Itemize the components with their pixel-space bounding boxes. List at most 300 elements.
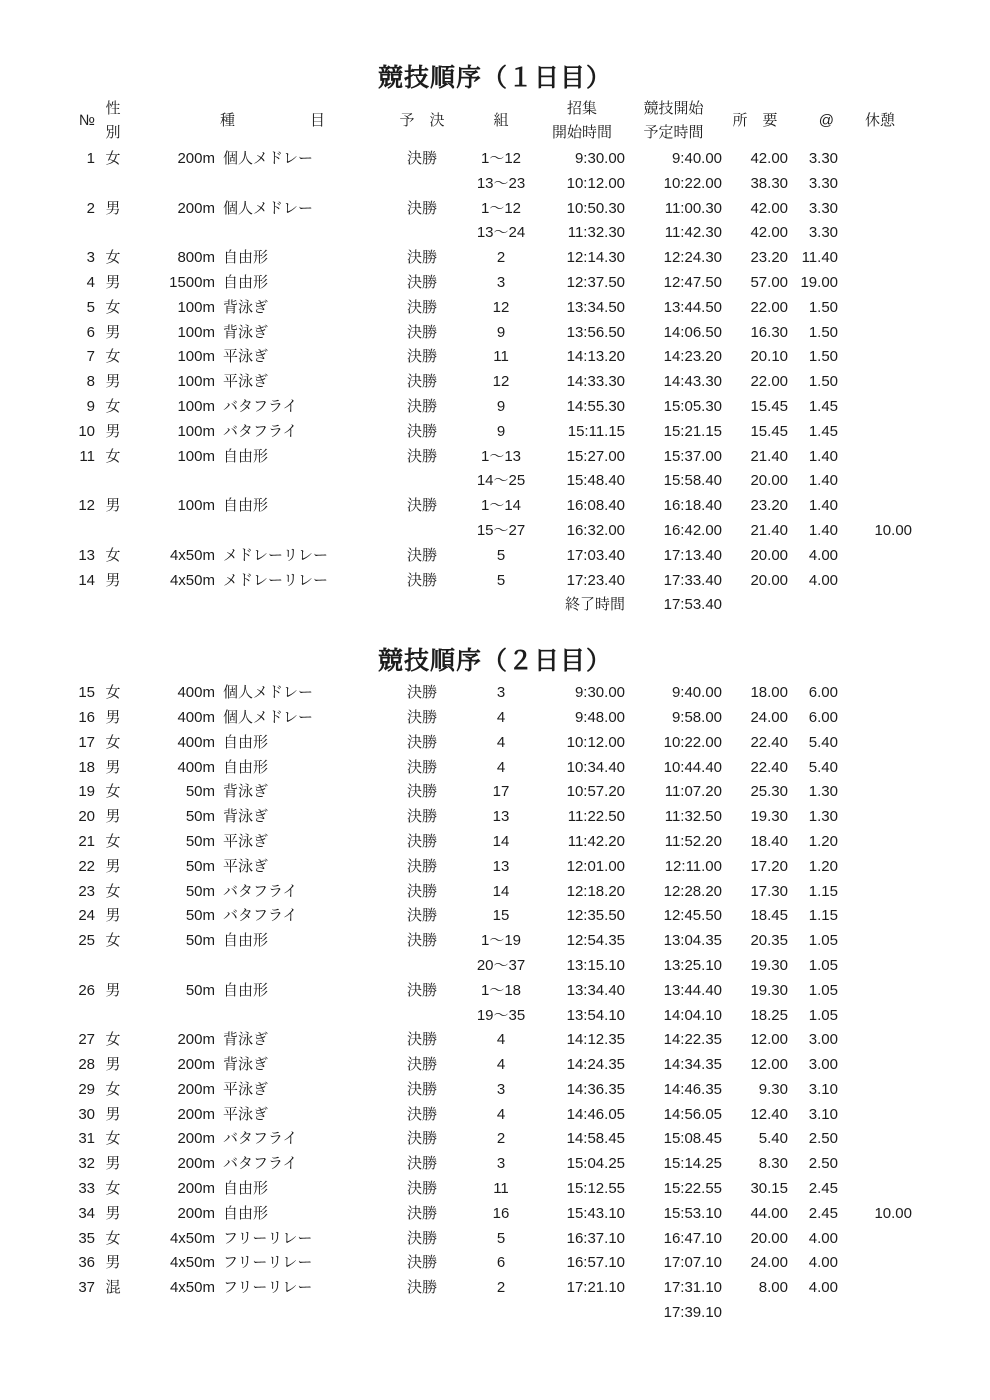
call-start-time: 14:33.30	[566, 373, 626, 391]
call-start-time: 9:30.00	[574, 684, 625, 702]
per-heat-time	[788, 593, 848, 618]
event-stroke	[216, 172, 381, 197]
event-row	[60, 855, 912, 880]
call-start-time: 14:58.45	[566, 1130, 625, 1148]
event-row	[60, 445, 912, 470]
scheduled-start-time: 9:58.00	[671, 708, 722, 726]
per-heat-time	[788, 1301, 848, 1326]
call-start-time: 12:54.35	[566, 932, 625, 950]
page-title-day1: 競技順序（１日目）	[377, 64, 612, 92]
per-heat-time: 3.30	[808, 224, 839, 242]
heat-numbers: 9	[496, 397, 506, 415]
event-stroke: バタフライ	[223, 882, 298, 900]
scheduled-start-time: 11:07.20	[664, 783, 722, 801]
round	[381, 519, 463, 544]
scheduled-start-time: 13:44.50	[663, 298, 723, 316]
event-stroke: 背泳ぎ	[223, 1031, 269, 1049]
event-distance: 4x50m	[169, 571, 215, 589]
scheduled-start-time: 12:47.50	[663, 273, 723, 291]
event-stroke: バタフライ	[223, 422, 298, 440]
rest-time	[848, 855, 912, 880]
round	[381, 221, 463, 246]
event-row	[60, 979, 912, 1004]
heat-numbers: 16	[492, 1204, 510, 1222]
round: 決勝	[406, 1031, 437, 1049]
gender: 女	[105, 249, 121, 267]
event-distance: 200m	[177, 1204, 215, 1222]
event-stroke: メドレーリレー	[223, 546, 329, 564]
rest-time	[848, 780, 912, 805]
event-distance: 100m	[177, 323, 215, 341]
required-time: 18.45	[750, 907, 788, 925]
call-start-time: 16:37.10	[566, 1229, 625, 1247]
rest-time	[848, 246, 912, 271]
round	[381, 1004, 463, 1029]
call-start-time: 13:54.10	[566, 1006, 625, 1024]
scheduled-start-time: 13:25.10	[663, 956, 722, 974]
event-stroke: 個人メドレー	[223, 150, 314, 167]
call-start-time: 17:23.40	[566, 571, 626, 589]
event-number: 9	[86, 397, 95, 415]
heat-numbers: 5	[496, 571, 506, 589]
round: 決勝	[406, 783, 437, 801]
round: 決勝	[406, 684, 437, 702]
heat-numbers: 15～27	[476, 521, 526, 539]
per-heat-time: 2.50	[808, 1130, 838, 1148]
scheduled-start-time: 13:44.40	[663, 981, 722, 999]
event-distance: 100m	[177, 497, 215, 515]
call-start-time: 11:32.30	[567, 224, 626, 242]
event-stroke: 個人メドレー	[223, 199, 314, 217]
call-start-time: 12:35.50	[566, 907, 625, 925]
per-heat-time: 4.00	[808, 571, 839, 589]
rest-time	[848, 345, 912, 370]
event-stroke: 平泳ぎ	[223, 1105, 269, 1123]
event-distance: 50m	[185, 857, 215, 875]
call-start-time: 10:57.20	[566, 783, 625, 801]
event-number: 33	[78, 1180, 95, 1198]
per-heat-time: 2.45	[808, 1180, 838, 1198]
event-number: 20	[78, 808, 95, 826]
scheduled-start-time: 15:22.55	[663, 1180, 722, 1198]
event-number	[60, 519, 98, 544]
gender: 女	[105, 1130, 121, 1148]
event-distance: 50m	[185, 932, 215, 950]
event-number	[60, 469, 98, 494]
rest-time	[848, 197, 912, 222]
heat-numbers: 1～12	[481, 150, 522, 167]
rest-time	[848, 1028, 912, 1053]
heat-numbers: 4	[496, 1056, 506, 1074]
call-start-time: 16:32.00	[566, 521, 626, 539]
event-number	[60, 172, 98, 197]
event-distance: 50m	[185, 981, 215, 999]
scheduled-start-time: 15:53.10	[663, 1204, 722, 1222]
event-distance: 200m	[177, 1180, 215, 1198]
call-start-time: 16:57.10	[566, 1254, 625, 1272]
event-number: 29	[78, 1080, 95, 1098]
heat-numbers: 19～35	[476, 1006, 526, 1024]
required-time: 18.00	[750, 684, 788, 702]
event-stroke: 背泳ぎ	[223, 808, 269, 826]
event-distance: 50m	[185, 783, 215, 801]
rest-time	[848, 706, 912, 731]
rest-time	[848, 593, 912, 618]
call-start-time: 10:50.30	[566, 199, 626, 217]
scheduled-start-time: 9:40.00	[671, 684, 722, 702]
scheduled-start-time: 11:52.20	[664, 832, 722, 850]
required-time: 44.00	[750, 1204, 788, 1222]
event-distance: 100m	[177, 397, 215, 415]
rest-time	[848, 1152, 912, 1177]
required-time: 8.00	[758, 1279, 788, 1297]
per-heat-time: 3.00	[808, 1031, 838, 1049]
required-time: 22.00	[750, 298, 789, 316]
event-distance	[128, 469, 216, 494]
heat-numbers: 2	[496, 1279, 506, 1297]
event-distance	[128, 221, 216, 246]
call-start-time: 14:13.20	[566, 348, 626, 366]
per-heat-time: 1.05	[808, 1006, 838, 1024]
round: 決勝	[407, 571, 438, 589]
call-start-time: 10:12.00	[566, 733, 625, 751]
round: 決勝	[407, 497, 438, 515]
event-row	[60, 1251, 912, 1276]
required-time: 23.20	[750, 497, 789, 515]
call-start-time: 15:11.15	[567, 422, 626, 440]
event-stroke: 背泳ぎ	[223, 323, 269, 341]
gender	[98, 1301, 128, 1326]
event-distance: 50m	[185, 832, 215, 850]
round: 決勝	[406, 1130, 437, 1148]
page-title-day2: 競技順序（２日目）	[377, 647, 612, 676]
per-heat-time: 1.15	[808, 882, 838, 900]
rest-time	[848, 469, 912, 494]
event-row	[60, 469, 912, 494]
rest-time	[848, 544, 912, 569]
per-heat-time: 1.40	[808, 447, 839, 465]
rest-time	[848, 681, 912, 706]
event-distance: 400m	[177, 708, 215, 726]
round: 決勝	[406, 932, 437, 950]
per-heat-time: 4.00	[808, 1254, 838, 1272]
rest-time	[848, 731, 912, 756]
rest-time	[848, 321, 912, 346]
per-heat-time: 2.50	[808, 1155, 838, 1173]
heat-numbers: 20～37	[476, 956, 526, 974]
gender: 男	[105, 1155, 121, 1173]
round: 決勝	[406, 1204, 437, 1222]
event-stroke: 自由形	[223, 1180, 269, 1198]
heat-numbers: 13	[492, 857, 510, 875]
event-number	[60, 954, 98, 979]
event-distance: 200m	[177, 1031, 215, 1049]
event-number: 5	[86, 298, 95, 316]
event-stroke: 平泳ぎ	[223, 857, 269, 875]
event-distance	[128, 1004, 216, 1029]
gender: 女	[105, 546, 121, 564]
round: 決勝	[406, 1254, 437, 1272]
gender	[98, 1004, 128, 1029]
event-row	[60, 1227, 912, 1252]
event-row	[60, 172, 912, 197]
required-time: 20.35	[750, 932, 788, 950]
required-time	[722, 593, 788, 618]
gender: 男	[105, 981, 121, 999]
rest-time	[848, 830, 912, 855]
event-distance: 200m	[177, 1056, 215, 1074]
rest-time	[848, 979, 912, 1004]
event-distance: 200m	[177, 1130, 215, 1148]
event-row	[60, 544, 912, 569]
call-start-time: 11:22.50	[567, 808, 625, 826]
gender: 男	[105, 708, 121, 726]
round: 決勝	[406, 758, 437, 776]
heat-numbers: 9	[496, 323, 506, 341]
event-number: 10	[78, 422, 95, 440]
required-time: 18.40	[750, 832, 788, 850]
event-distance: 400m	[177, 758, 215, 776]
event-number: 7	[86, 348, 95, 366]
rest-time	[848, 904, 912, 929]
event-number: 27	[78, 1031, 95, 1049]
round: 決勝	[407, 249, 438, 267]
round: 決勝	[407, 348, 438, 366]
scheduled-start-time: 14:43.30	[663, 373, 723, 391]
required-time: 17.20	[750, 857, 788, 875]
heat-numbers: 11	[493, 1180, 509, 1198]
gender: 女	[105, 447, 121, 465]
round: 決勝	[406, 1279, 437, 1297]
round	[381, 172, 463, 197]
scheduled-start-time: 15:37.00	[663, 447, 723, 465]
scheduled-start-time: 17:33.40	[663, 571, 723, 589]
heat-numbers: 3	[496, 273, 506, 291]
event-distance: 4x50m	[169, 1254, 215, 1272]
heat-numbers: 1～13	[481, 447, 522, 465]
event-row	[60, 1028, 912, 1053]
round: 決勝	[406, 1180, 437, 1198]
per-heat-time: 1.50	[808, 298, 839, 316]
call-start-time: 14:36.35	[566, 1080, 625, 1098]
required-time: 5.40	[758, 1130, 788, 1148]
rest-time	[848, 805, 912, 830]
event-stroke	[216, 1301, 381, 1326]
per-heat-time: 3.10	[808, 1105, 838, 1123]
event-distance: 100m	[177, 298, 215, 316]
event-row	[60, 420, 912, 445]
gender: 男	[105, 1105, 121, 1123]
per-heat-time: 3.30	[808, 199, 839, 217]
event-number: 22	[78, 857, 95, 875]
per-heat-time: 19.00	[800, 273, 839, 291]
required-time: 8.30	[758, 1155, 788, 1173]
event-stroke	[216, 954, 381, 979]
call-start-time: 12:01.00	[566, 857, 625, 875]
scheduled-start-time: 14:22.35	[663, 1031, 722, 1049]
call-start-time: 9:30.00	[574, 150, 626, 167]
rest-time: 10.00	[874, 521, 913, 539]
col-header-start-time: 競技開始 予定時間	[643, 100, 704, 141]
event-distance: 50m	[185, 882, 215, 900]
scheduled-start-time: 14:34.35	[663, 1056, 722, 1074]
event-stroke	[216, 221, 381, 246]
round: 決勝	[406, 907, 437, 925]
event-row	[60, 271, 912, 296]
call-start-time: 9:48.00	[574, 708, 625, 726]
scheduled-start-time: 11:32.50	[664, 808, 722, 826]
event-stroke: フリーリレー	[223, 1229, 313, 1247]
event-row	[60, 706, 912, 731]
event-distance: 100m	[177, 447, 215, 465]
event-row	[60, 1103, 912, 1128]
event-number: 15	[78, 684, 95, 702]
round	[381, 593, 463, 618]
scheduled-start-time: 15:21.15	[663, 422, 723, 440]
table-header	[60, 95, 912, 147]
call-start-time: 14:55.30	[566, 397, 626, 415]
per-heat-time: 4.00	[808, 546, 839, 564]
event-stroke: バタフライ	[223, 907, 298, 925]
round: 決勝	[406, 808, 437, 826]
event-distance: 100m	[177, 348, 215, 366]
scheduled-start-time: 17:53.40	[663, 596, 723, 614]
rest-time	[848, 1251, 912, 1276]
event-stroke: 平泳ぎ	[223, 832, 269, 850]
rest-time	[848, 1078, 912, 1103]
gender: 男	[105, 571, 121, 589]
gender: 女	[105, 783, 121, 801]
event-row	[60, 1078, 912, 1103]
rest-time	[848, 880, 912, 905]
per-heat-time: 1.40	[808, 472, 839, 490]
round: 決勝	[407, 447, 438, 465]
scheduled-start-time: 14:56.05	[663, 1105, 722, 1123]
required-time: 20.00	[750, 1229, 788, 1247]
call-start-time: 17:03.40	[566, 546, 626, 564]
event-stroke: メドレーリレー	[223, 571, 329, 589]
required-time: 19.30	[750, 956, 788, 974]
round: 決勝	[406, 882, 437, 900]
col-header-call-time: 招集 開始時間	[552, 100, 613, 141]
per-heat-time: 1.50	[808, 348, 839, 366]
rest-time	[848, 929, 912, 954]
event-distance: 400m	[177, 684, 215, 702]
round: 決勝	[407, 199, 438, 217]
round: 決勝	[407, 422, 438, 440]
event-distance	[128, 1301, 216, 1326]
gender: 女	[105, 832, 121, 850]
event-distance: 400m	[177, 733, 215, 751]
required-time: 19.30	[750, 981, 788, 999]
required-time: 42.00	[750, 150, 789, 167]
heat-numbers: 1～14	[481, 497, 522, 515]
call-start-time: 17:21.10	[566, 1279, 625, 1297]
event-row	[60, 756, 912, 781]
round: 決勝	[407, 298, 438, 316]
call-start-time: 15:12.55	[566, 1180, 625, 1198]
per-heat-time: 4.00	[808, 1229, 838, 1247]
heat-numbers: 1～12	[481, 199, 522, 217]
scheduled-start-time: 17:39.10	[663, 1304, 722, 1322]
gender: 女	[105, 882, 121, 900]
heat-numbers: 12	[492, 373, 510, 391]
required-time: 42.00	[750, 199, 789, 217]
required-time: 38.30	[750, 174, 789, 192]
scheduled-start-time: 14:46.35	[663, 1080, 722, 1098]
rest-time	[848, 296, 912, 321]
scheduled-start-time: 14:06.50	[663, 323, 723, 341]
event-row	[60, 147, 912, 172]
event-stroke: 平泳ぎ	[223, 348, 269, 366]
heat-numbers	[463, 1301, 539, 1326]
scheduled-start-time: 14:23.20	[663, 348, 723, 366]
required-time: 22.00	[750, 373, 789, 391]
event-number: 35	[78, 1229, 95, 1247]
required-time: 18.25	[750, 1006, 788, 1024]
event-distance: 800m	[177, 249, 215, 267]
call-start-time: 13:34.40	[566, 981, 625, 999]
heat-numbers: 14～25	[476, 472, 526, 490]
call-start-time: 16:08.40	[566, 497, 626, 515]
gender: 女	[105, 1229, 121, 1247]
event-distance: 1500m	[169, 273, 215, 291]
scheduled-start-time: 9:40.00	[671, 150, 723, 167]
event-row	[60, 780, 912, 805]
gender	[98, 519, 128, 544]
event-number	[60, 1301, 98, 1326]
rest-time	[848, 1177, 912, 1202]
rest-time: 10.00	[874, 1204, 912, 1222]
event-row	[60, 321, 912, 346]
per-heat-time: 3.30	[808, 150, 839, 167]
event-stroke: 自由形	[223, 273, 269, 291]
scheduled-start-time: 10:22.00	[663, 733, 722, 751]
heat-numbers: 4	[496, 758, 506, 776]
call-start-time: 10:12.00	[566, 174, 626, 192]
call-start-time: 13:56.50	[566, 323, 626, 341]
event-row	[60, 345, 912, 370]
col-header-heat: 組	[493, 112, 509, 129]
required-time: 24.00	[750, 708, 788, 726]
scheduled-start-time: 17:07.10	[663, 1254, 722, 1272]
gender: 男	[105, 1254, 121, 1272]
scheduled-start-time: 10:22.00	[663, 174, 723, 192]
required-time: 22.40	[750, 758, 788, 776]
rest-time	[848, 370, 912, 395]
event-stroke: 自由形	[223, 1204, 269, 1222]
gender: 男	[105, 323, 121, 341]
gender: 男	[105, 857, 121, 875]
event-number: 2	[86, 199, 95, 217]
event-number: 6	[86, 323, 95, 341]
required-time: 15.45	[750, 422, 789, 440]
event-number: 37	[78, 1279, 95, 1297]
scheduled-start-time: 16:18.40	[663, 497, 723, 515]
event-number: 4	[86, 273, 95, 291]
event-distance: 4x50m	[169, 1279, 215, 1297]
required-time: 12.00	[750, 1056, 788, 1074]
round: 決勝	[406, 1155, 437, 1173]
per-heat-time: 5.40	[808, 758, 838, 776]
per-heat-time: 1.20	[808, 857, 838, 875]
round: 決勝	[406, 1229, 437, 1247]
call-start-time: 12:18.20	[566, 882, 625, 900]
event-number: 11	[79, 447, 95, 465]
event-row	[60, 1177, 912, 1202]
per-heat-time: 1.30	[808, 808, 838, 826]
gender	[98, 221, 128, 246]
